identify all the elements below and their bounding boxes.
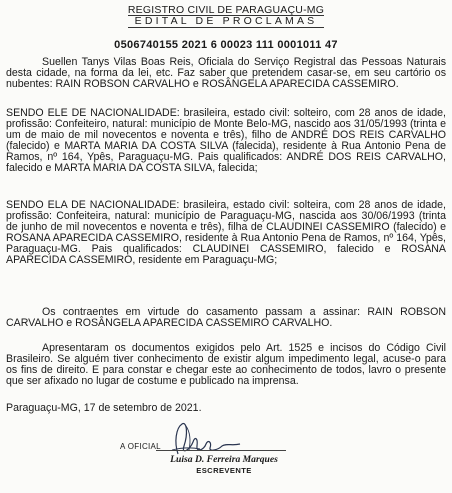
header-bottom-rule bbox=[128, 27, 324, 28]
registration-number: 0506740155 2021 6 00023 111 0001011 47 bbox=[114, 39, 338, 51]
document-title: EDITAL DE PROCLAMAS bbox=[134, 15, 318, 27]
bride-paragraph: SENDO ELA DE NACIONALIDADE: brasileira, estado civil: solteira, com 28 anos de idade, profissão: Confeiteira, natural: município de Paraguaçu-MG, nascida aos 30/06/1993 (trinta de junho de mil novecentos e noventa e três), filha de CLAUDINEI CASSEMIRO (falecido) e ROSANA APARECIDA CASSEMIRO, residente à Rua Antonio Pena de Ramos, nº 164, Ypês, Paraguaçu-MG. Pais qualificados: CLAUDINEI CASSEMIRO, falecido e ROSANA APARECIDA CASSEMIRO, residente em Paraguaçu-MG; bbox=[6, 199, 446, 267]
official-label: A OFICIAL bbox=[120, 442, 161, 451]
documents-paragraph: Apresentaram os documentos exigidos pelo Art. 1525 e incisos do Código Civil Brasileiro. Se alguém tiver conhecimento de existir algum impedimento legal, acuse-o para os fins de direito. E para constar e chegar este ao conhecimento de todos, lavro o presente que ser afixado no lugar de costume e publicado na imprensa. bbox=[6, 342, 446, 388]
groom-paragraph: SENDO ELE DE NACIONALIDADE: brasileira, estado civil: solteiro, com 28 anos de idade, profissão: Confeiteiro, natural: município de Monte Belo-MG, nascido aos 31/05/1993 (trinta e um de maio de mil novecentos e noventa e três), filho de ANDRÉ DOS REIS CARVALHO (falecido) e MARTA MARIA DA COSTA SILVA (falecida), residente à Rua Antonio Pena de Ramos, nº 164, Ypês, Paraguaçu-MG. Pais qualificados: ANDRÉ DOS REIS CARVALHO, falecido e MARTA MARIA DA COSTA SILVA, falecida; bbox=[6, 107, 446, 175]
intro-paragraph: Suellen Tanys Vilas Boas Reis, Oficiala do Serviço Registral das Pessoas Naturais desta cidade, na forma da lei, etc. Faz saber que pretendem casar-se, em seu cartório os nubentes: RAIN ROBSON CARVALHO e ROSÂNGELA APARECIDA CASSEMIRO. bbox=[6, 56, 446, 91]
registry-name: REGISTRO CIVIL DE PARAGUAÇU-MG bbox=[127, 4, 325, 16]
signature-block bbox=[120, 420, 280, 490]
date-line: Paraguaçu-MG, 17 de setembro de 2021. bbox=[6, 402, 202, 414]
signer-role: ESCREVENTE bbox=[196, 466, 252, 475]
signature-line bbox=[156, 450, 286, 451]
signer-name-stamp: Luisa D. Ferreira Marques bbox=[170, 454, 278, 465]
contractors-paragraph: Os contraentes em virtude do casamento passam a assinar: RAIN ROBSON CARVALHO e ROSÂNGELA APARECIDA CASSEMIRO CARVALHO. bbox=[6, 306, 446, 330]
